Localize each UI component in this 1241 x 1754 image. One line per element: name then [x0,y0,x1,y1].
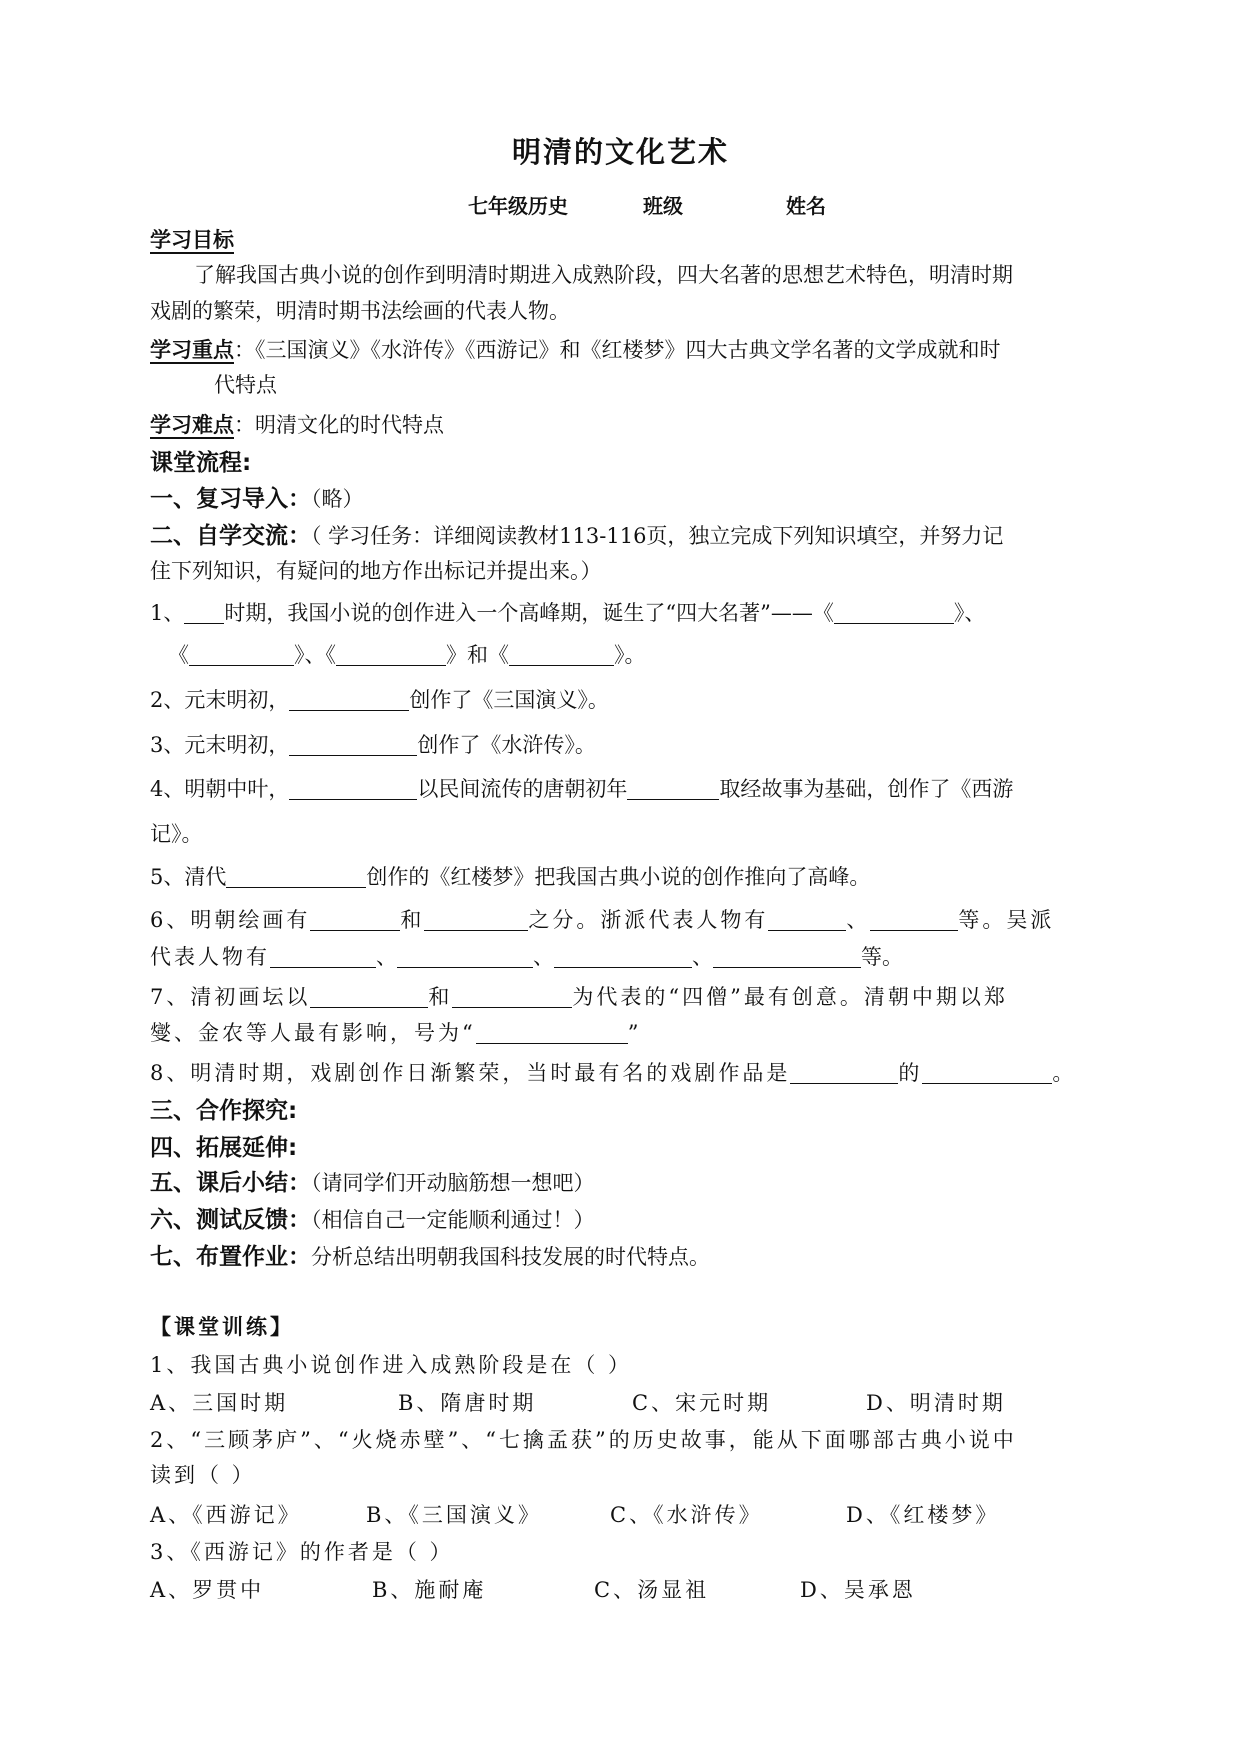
fill-q3-text: 3、元末明初， [150,733,290,757]
fill-q1-text: 》、《 [294,643,336,667]
practice-q1-option-d[interactable]: D、明清时期 [866,1391,1006,1415]
fill-blank[interactable] [289,777,417,800]
objectives-heading-line [150,225,234,255]
practice-q2-option-c[interactable]: C、《水浒传》 [610,1503,763,1527]
page-title: 明清的文化艺术 [511,135,729,169]
practice-q3-option-b[interactable]: B、施耐庵 [372,1578,487,1602]
practice-q3-option-a[interactable]: A、罗贯中 [150,1578,265,1602]
fill-q6-text: 、 [533,945,554,969]
fill-q1-text: 》。 [614,643,646,667]
process-heading: 课堂流程: [150,450,252,476]
fill-q4-line1 [150,774,1013,804]
fill-q6-text: 、 [846,908,871,932]
practice-q3: 3、《西游记》的作者是（ ） [150,1540,454,1564]
fill-q7-text: 和 [428,985,453,1009]
practice-q1-option-b[interactable]: B、隋唐时期 [398,1391,537,1415]
fill-q6-text: 代表人物有 [150,945,270,969]
fill-q6-text: 6、明朝绘画有 [150,908,311,932]
section-1-title: 一、复习导入： [150,486,311,512]
fill-blank[interactable] [397,945,533,968]
key-points-text-2: 代特点 [214,373,277,397]
fill-q4-text: 以民间流传的唐朝初年 [417,777,628,801]
section-6 [150,1205,595,1235]
fill-blank[interactable] [226,865,366,888]
fill-q6-line1 [150,905,1054,935]
fill-blank[interactable] [476,1021,628,1044]
fill-blank[interactable] [790,1061,898,1084]
fill-q8-text: 的 [898,1061,923,1085]
fill-q8-text: 。 [1052,1061,1077,1085]
practice-q1-option-a[interactable]: A、三国时期 [150,1391,289,1415]
fill-q1-line2 [168,640,646,670]
key-points-heading: 学习重点 [150,338,234,362]
practice-q1-option-c[interactable]: C、宋元时期 [632,1391,772,1415]
fill-blank[interactable] [768,908,846,931]
section-7-title: 七、布置作业： [150,1244,311,1270]
section-7-note: 分析总结出明朝我国科技发展的时代特点。 [311,1245,710,1269]
fill-q5 [150,862,870,892]
practice-q2-option-b[interactable]: B、《三国演义》 [366,1503,542,1527]
objectives-text-2: 戏剧的繁荣，明清时期书法绘画的代表人物。 [150,299,570,323]
fill-blank[interactable] [870,908,958,931]
section-5 [150,1168,595,1198]
fill-q5-text: 5、清代 [150,865,227,889]
practice-q1: 1、我国古典小说创作进入成熟阶段是在（ ） [150,1353,633,1377]
fill-q1-number: 1、 [150,601,185,625]
fill-blank[interactable] [713,945,861,968]
fill-q6-text: 、 [692,945,713,969]
fill-q7-text: 燮、金农等人最有影响，号为“ [150,1021,476,1045]
fill-q2-text: 2、元末明初， [150,688,290,712]
fill-q3-text: 创作了《水浒传》。 [417,733,596,757]
fill-blank[interactable] [424,908,528,931]
practice-q3-option-c[interactable]: C、汤显祖 [594,1578,710,1602]
fill-blank[interactable] [289,733,417,756]
fill-blank[interactable] [336,643,446,666]
fill-blank[interactable] [289,688,409,711]
section-2-title: 二、自学交流： [150,523,311,549]
section-6-title: 六、测试反馈： [150,1207,311,1233]
difficulty-heading: 学习难点 [150,413,234,437]
section-5-title: 五、课后小结： [150,1170,311,1196]
fill-q7-text: 为代表的“四僧”最有创意。清朝中期以郑 [572,985,1008,1009]
fill-q1-text: 《 [168,643,189,667]
fill-blank[interactable] [189,643,294,666]
difficulty-text: ：明清文化的时代特点 [234,413,444,437]
fill-q3 [150,730,596,760]
fill-q1-line1 [150,598,985,628]
practice-q2-option-d[interactable]: D、《红楼梦》 [846,1503,1000,1527]
fill-q1-text: 》、 [953,601,986,625]
section-7 [150,1242,710,1272]
fill-q2 [150,685,609,715]
objectives-text-1: 了解我国古典小说的创作到明清时期进入成熟阶段，四大名著的思想艺术特色，明清时期 [194,263,1013,287]
practice-heading: 【课堂训练】 [150,1315,294,1339]
subtitle-class: 班级 [643,194,683,218]
section-6-note: （相信自己一定能顺利通过！） [311,1208,595,1232]
subtitle-course: 七年级历史 [468,194,568,218]
fill-q8 [150,1058,1076,1088]
practice-q3-option-d[interactable]: D、吴承恩 [800,1578,916,1602]
fill-q6-text: 之分。浙派代表人物有 [528,908,769,932]
section-1 [150,484,364,514]
section-3-title: 三、合作探究: [150,1098,298,1124]
fill-q4-text: 取经故事为基础，创作了《西游 [719,777,1014,801]
fill-q6-text: 等。 [861,945,903,969]
section-2-note-1: （ 学习任务：详细阅读教材113-116页，独立完成下列知识填空，并努力记 [311,524,1004,548]
fill-q1-text: 时期，我国小说的创作进入一个高峰期，诞生了“四大名著”——《 [224,601,834,625]
section-5-note: （请同学们开动脑筋想一想吧） [311,1171,595,1195]
section-2-note-2: 住下列知识，有疑问的地方作出标记并提出来。） [150,559,602,583]
fill-q7-text: 7、清初画坛以 [150,985,311,1009]
fill-blank[interactable] [834,601,954,624]
fill-q7-line2 [150,1018,642,1048]
fill-q6-text: 等。吴派 [958,908,1055,932]
fill-q1-text: 》和《 [446,643,509,667]
fill-q4-line2: 记》。 [150,822,203,846]
section-1-note: （略） [311,487,364,511]
key-points-line [150,335,1001,365]
practice-q2-line2: 读到（ ） [150,1463,256,1487]
fill-blank[interactable] [627,777,719,800]
practice-q2-option-a[interactable]: A、《西游记》 [150,1503,302,1527]
practice-q2-line1: 2、“三顾茅庐”、“火烧赤壁”、“七擒孟获”的历史故事，能从下面哪部古典小说中 [150,1428,1017,1452]
fill-q7-line1 [150,982,1008,1012]
subtitle-name: 姓名 [786,194,826,218]
key-points-text-1: ：《三国演义》《水浒传》《西游记》和《红楼梦》四大古典文学名著的文学成就和时 [234,338,1001,362]
fill-q6-line2 [150,942,903,972]
fill-blank[interactable] [310,985,428,1008]
fill-q6-text: 和 [400,908,425,932]
fill-blank[interactable] [270,945,376,968]
fill-q6-text: 、 [376,945,397,969]
difficulty-line [150,410,444,440]
fill-q8-text: 8、明清时期，戏剧创作日渐繁荣，当时最有名的戏剧作品是 [150,1061,791,1085]
objectives-heading: 学习目标 [150,228,234,252]
fill-blank[interactable] [452,985,572,1008]
fill-q2-text: 创作了《三国演义》。 [409,688,609,712]
fill-blank[interactable] [310,908,400,931]
fill-blank[interactable] [922,1061,1052,1084]
fill-q5-text: 创作的《红楼梦》把我国古典小说的创作推向了高峰。 [366,865,871,889]
fill-q4-text: 4、明朝中叶， [150,777,290,801]
fill-blank[interactable] [184,601,224,624]
fill-q7-text: ” [627,1021,642,1045]
fill-blank[interactable] [554,945,692,968]
section-2 [150,521,1003,551]
fill-blank[interactable] [509,643,614,666]
section-4-title: 四、拓展延伸: [150,1135,298,1161]
